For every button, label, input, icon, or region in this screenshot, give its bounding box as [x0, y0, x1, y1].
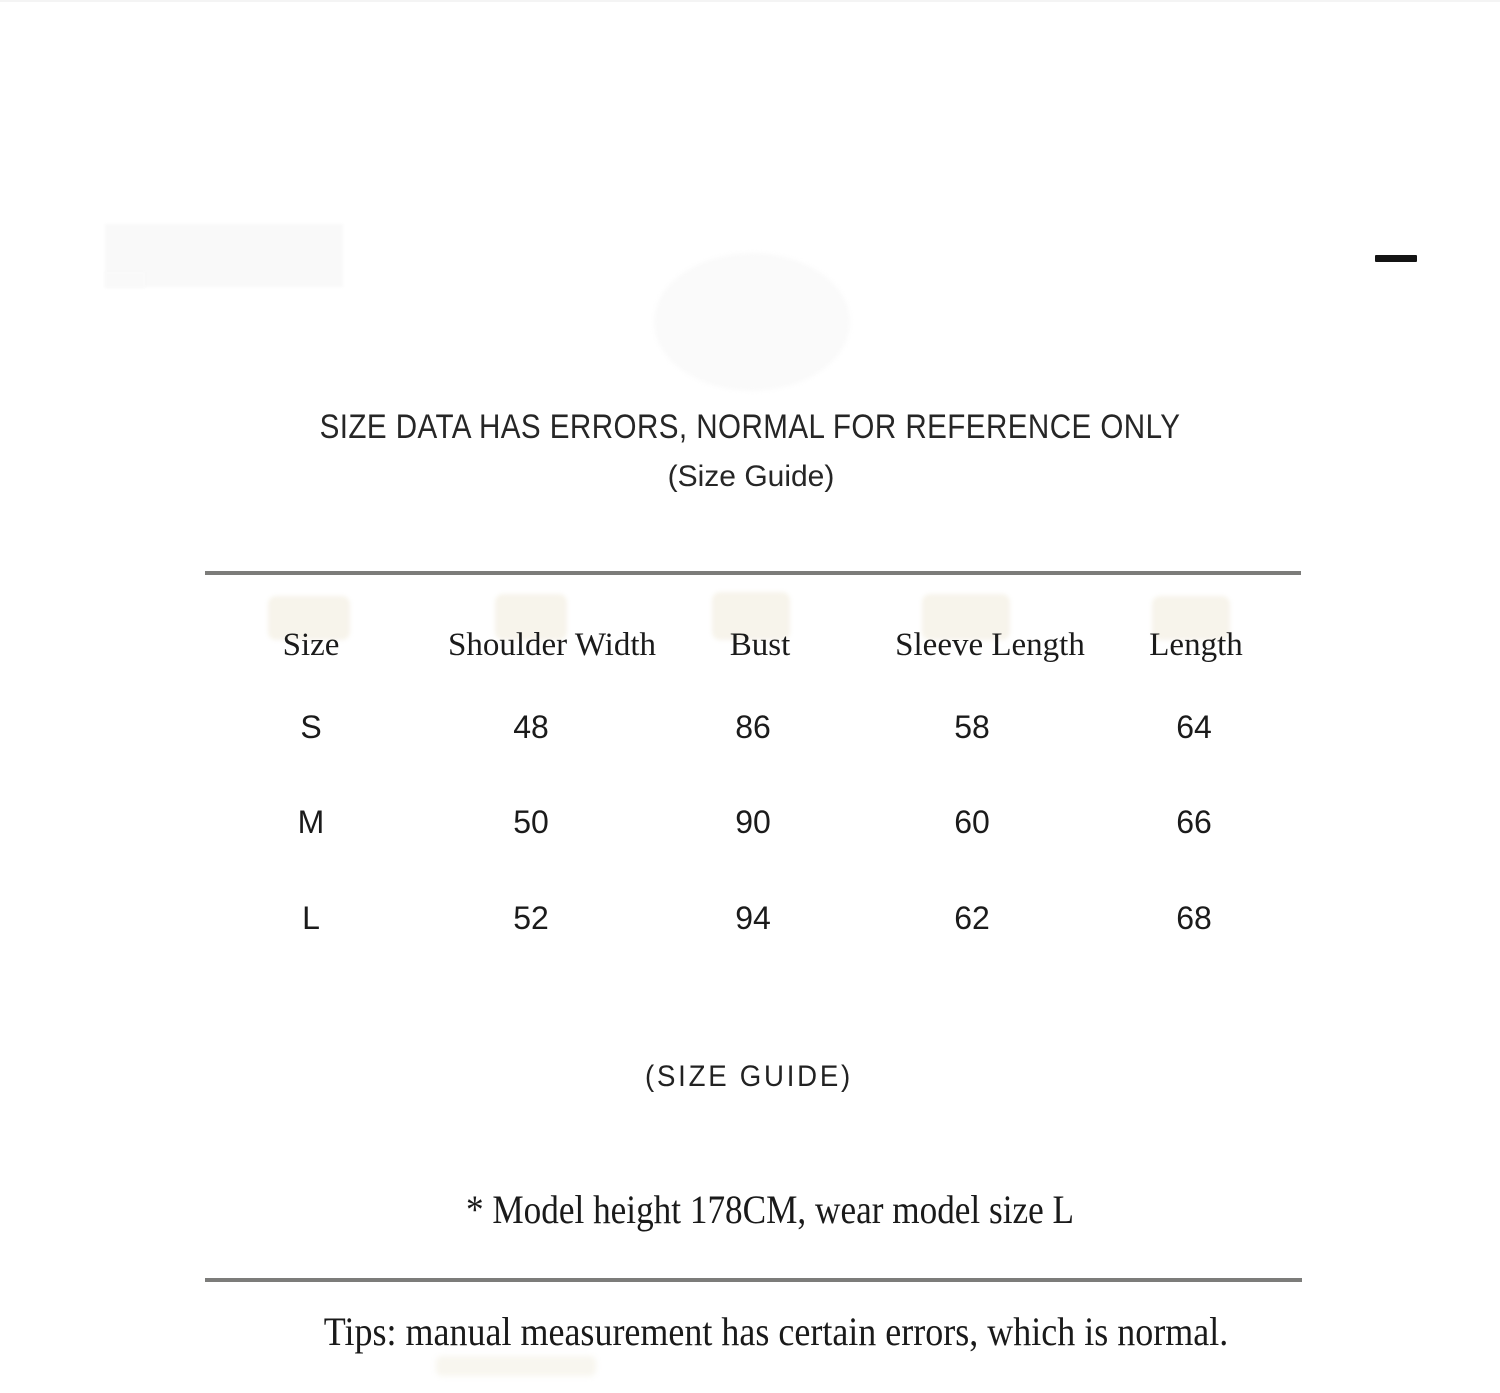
column-header-shoulder-width: Shoulder Width: [448, 627, 656, 663]
table-cell: L: [302, 900, 320, 936]
watermark-blob: [436, 1356, 596, 1376]
table-cell: 62: [954, 900, 990, 936]
table-cell: S: [300, 709, 322, 745]
top-edge-artifact: [0, 0, 1500, 2]
table-cell: 64: [1176, 709, 1212, 745]
watermark-smudge-notch: [105, 272, 145, 288]
table-row: [0, 707, 1500, 747]
tips-note: Tips: manual measurement has certain errors, which is normal.: [323, 1309, 1229, 1354]
table-cell: 58: [954, 709, 990, 745]
column-header-size: Size: [282, 627, 340, 663]
table-cell: 90: [735, 804, 771, 840]
table-cell: 52: [513, 900, 549, 936]
table-header-row: [0, 625, 1500, 665]
size-guide-caption: (SIZE GUIDE): [645, 1060, 853, 1093]
column-header-length: Length: [1149, 627, 1243, 663]
table-cell: 94: [735, 900, 771, 936]
page-subtitle: (Size Guide): [667, 460, 835, 493]
black-dash-mark: [1375, 255, 1417, 262]
table-cell: 68: [1176, 900, 1212, 936]
model-note: * Model height 178CM, wear model size L: [465, 1187, 1075, 1232]
bottom-divider: [205, 1278, 1302, 1282]
table-row: [0, 802, 1500, 842]
table-cell: 48: [513, 709, 549, 745]
table-cell: M: [297, 804, 325, 840]
table-cell: 50: [513, 804, 549, 840]
top-divider: [205, 571, 1301, 575]
table-cell: 60: [954, 804, 990, 840]
column-header-bust: Bust: [729, 627, 791, 663]
table-row: [0, 898, 1500, 938]
table-cell: 86: [735, 709, 771, 745]
table-cell: 66: [1176, 804, 1212, 840]
watermark-circle: [654, 253, 850, 391]
page-title: SIZE DATA HAS ERRORS, NORMAL FOR REFERENCE ONLY: [319, 408, 1181, 446]
column-header-sleeve-length: Sleeve Length: [895, 627, 1085, 663]
